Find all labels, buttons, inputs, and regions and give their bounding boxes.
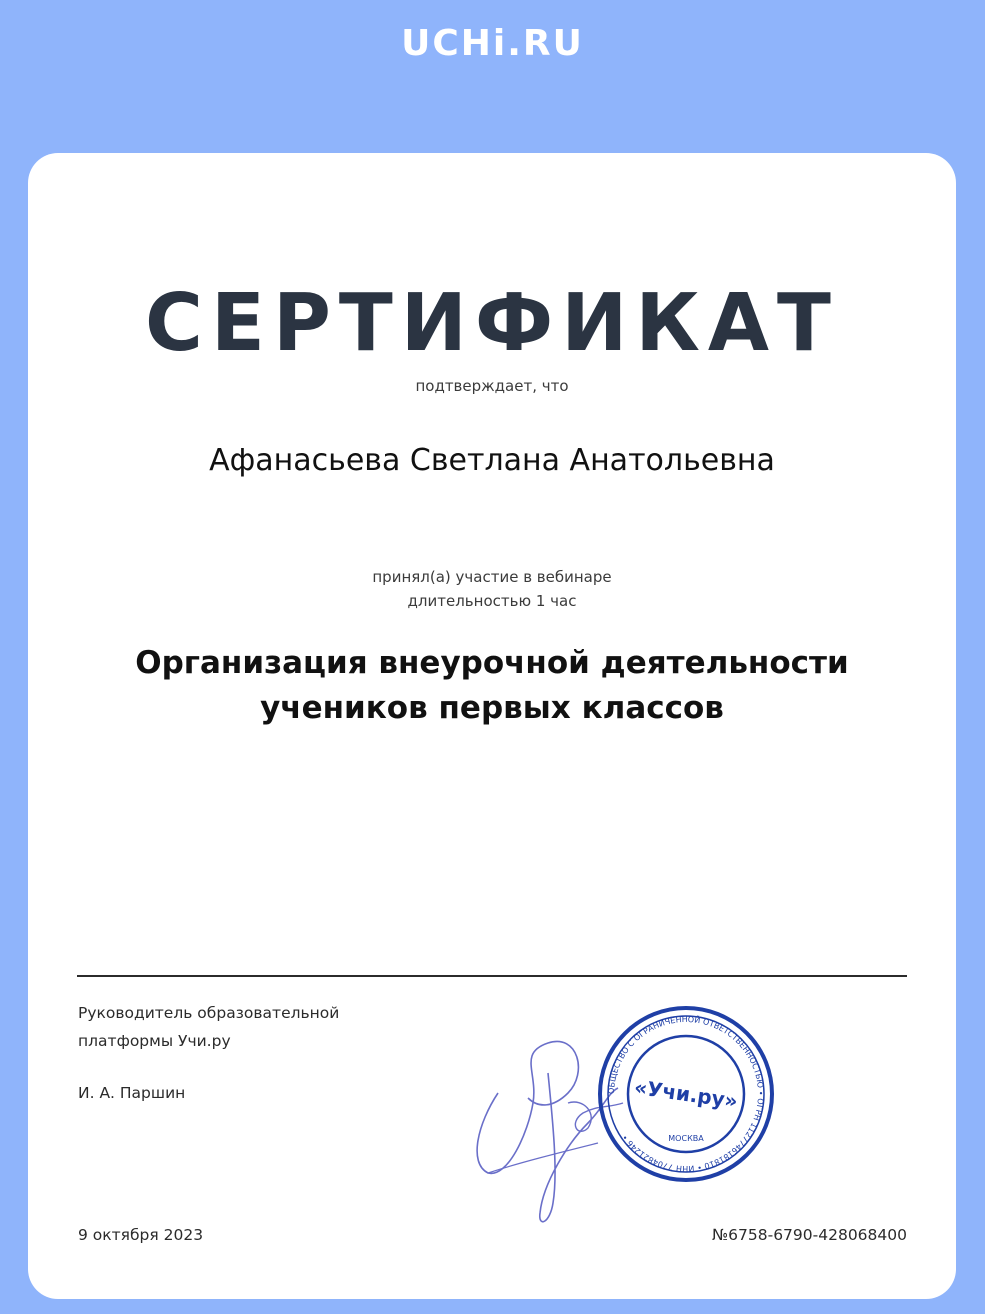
role-line-1: Руководитель образовательной <box>78 1004 340 1022</box>
topic-line-2: учеников первых классов <box>260 690 724 726</box>
signatory-role <box>78 999 339 1055</box>
certificate-title: СЕРТИФИКАТ <box>145 277 839 369</box>
role-line-2: платформы Учи.ру <box>78 1032 231 1050</box>
uchi-ru-logo: UCHi.RU <box>401 23 584 64</box>
recipient-name: Афанасьева Светлана Анатольевна <box>209 443 775 478</box>
certificate-card <box>28 153 956 1299</box>
company-stamp <box>595 1003 777 1185</box>
stamp-center-text: «Учи.ру» <box>632 1074 740 1114</box>
topic-line-1: Организация внеурочной деятельности <box>135 645 849 681</box>
footer-divider <box>77 975 907 977</box>
confirms-text: подтверждает, что <box>415 377 569 395</box>
signatory-name: И. А. Паршин <box>78 1084 186 1102</box>
certificate-number: №6758-6790-428068400 <box>712 1226 907 1244</box>
issue-date: 9 октября 2023 <box>78 1226 204 1244</box>
webinar-topic <box>68 641 916 731</box>
participation-line-1: принял(а) участие в вебинаре <box>372 568 612 586</box>
stamp-ring-text: ОБЩЕСТВО С ОГРАНИЧЕННОЙ ОТВЕТСТВЕННОСТЬЮ • ОГРН 1127746181810 • ИНН 7704821246 • <box>606 1014 766 1174</box>
participation-text <box>28 565 956 613</box>
stamp-city-text: МОСКВА <box>668 1134 704 1143</box>
participation-line-2: длительностью 1 час <box>407 592 577 610</box>
